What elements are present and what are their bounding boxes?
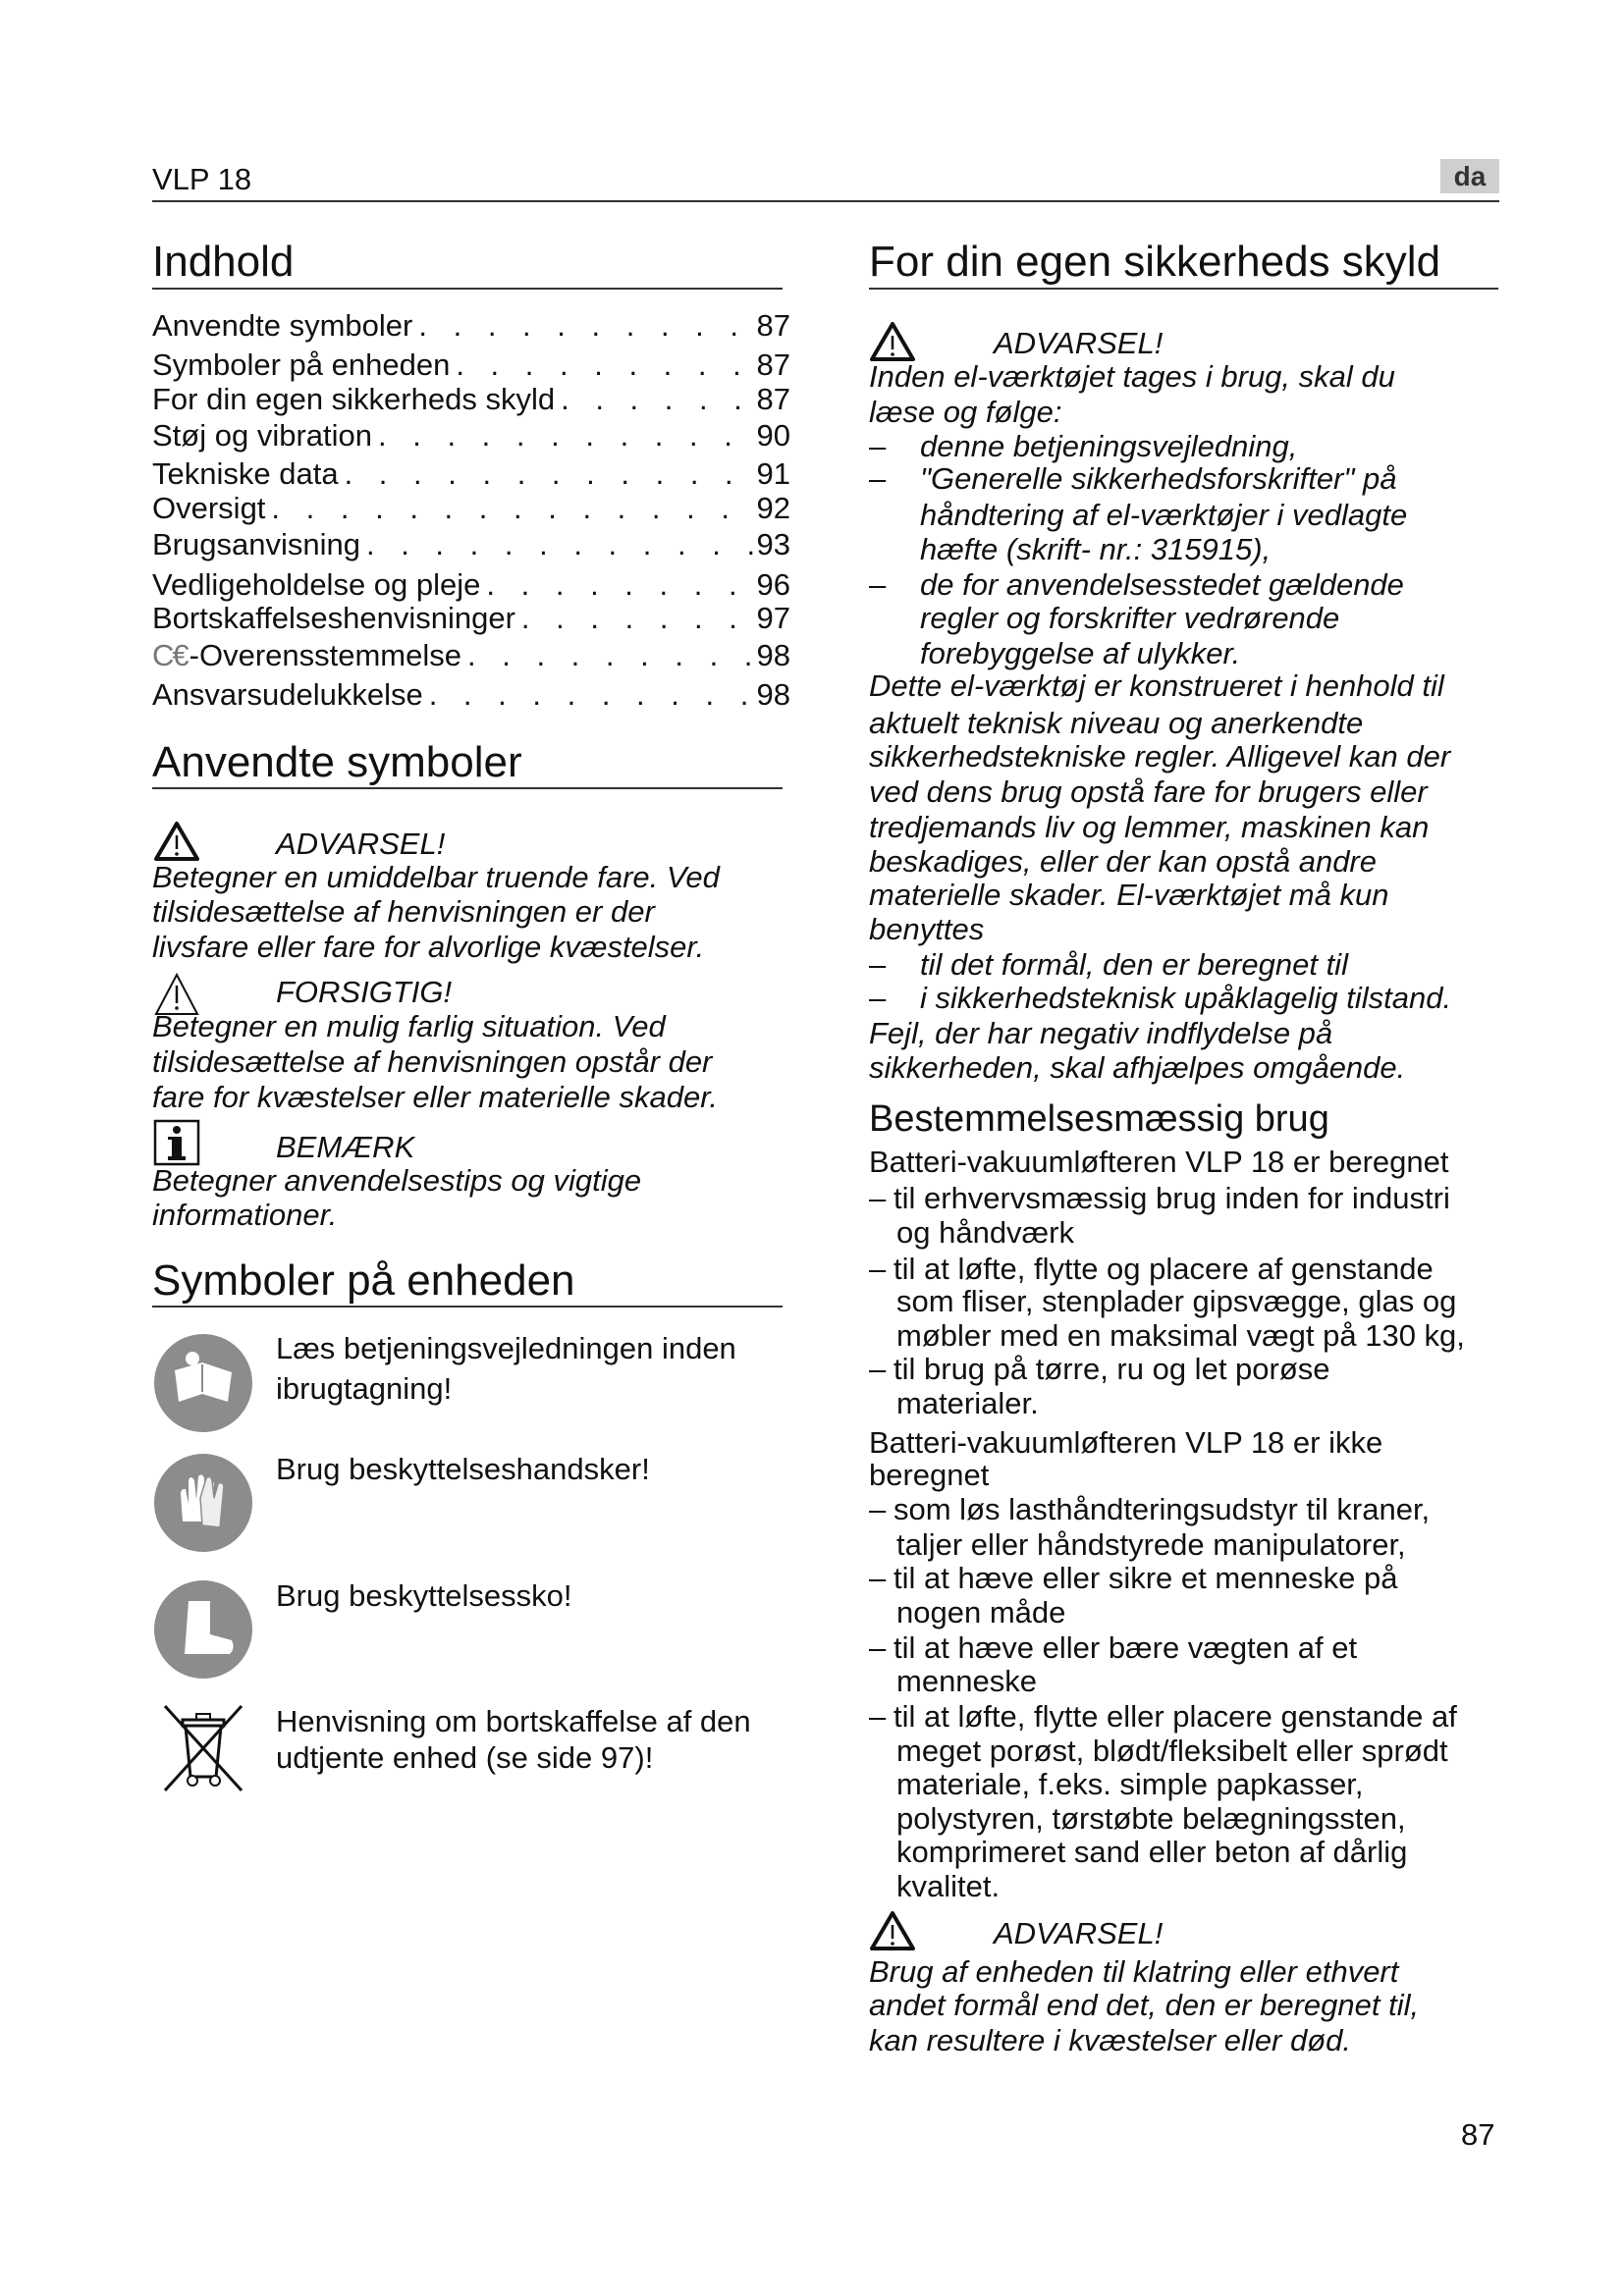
toc-item-label: For din egen sikkerheds skyld: [152, 382, 556, 416]
toc-item[interactable]: [152, 599, 790, 638]
bullet-dash: –: [869, 1492, 887, 1526]
symbols-title: Anvendte symboler: [152, 738, 522, 786]
warning-triangle-icon: [869, 1910, 916, 1951]
caution-description: tilsidesættelse af henvisningen opstår der: [152, 1044, 713, 1079]
not-intended-intro: beregnet: [869, 1458, 990, 1492]
safety-bullet: til det formål, den er beregnet til: [920, 947, 1348, 982]
safety-bullet: "Generelle sikkerhedsforskrifter" på: [920, 461, 1397, 496]
safety-boots-icon: [153, 1579, 253, 1680]
toc-dot-leader: [372, 416, 757, 455]
not-intended-bullet: til at hæve eller bære vægten af et: [893, 1630, 1358, 1665]
not-intended-bullet: til at hæve eller sikre et menneske på: [893, 1561, 1398, 1595]
safety-bullet: denne betjeningsvejledning,: [920, 429, 1298, 463]
warning-label: ADVARSEL!: [276, 827, 446, 861]
bullet-dash: –: [869, 1181, 887, 1215]
crossed-bin-icon: [161, 1700, 245, 1794]
safety-closing: Fejl, der har negativ indflydelse på: [869, 1016, 1333, 1050]
intended-use-bullet: til brug på tørre, ru og let porøse: [893, 1352, 1330, 1386]
warning-description: andet formål end det, den er beregnet til,: [869, 1988, 1420, 2022]
toc-item-label: -Overensstemmelse: [189, 638, 461, 672]
device-symbol-description: Brug beskyttelsessko!: [276, 1578, 572, 1613]
intended-use-title: Bestemmelsesmæssig brug: [869, 1098, 1329, 1140]
safety-body: materielle skader. El-værktøjet må kun: [869, 878, 1389, 912]
safety-body: benyttes: [869, 912, 985, 946]
toc-item-label: Anvendte symboler: [152, 308, 413, 343]
safety-body: sikkerhedstekniske regler. Alligevel kan der: [869, 739, 1451, 774]
toc-item-label: Oversigt: [152, 491, 266, 525]
toc-item-page: 93: [756, 527, 790, 561]
caution-description: fare for kvæstelser eller materielle skader.: [152, 1080, 718, 1114]
intended-use-bullet: materialer.: [896, 1386, 1039, 1420]
safety-underline: [869, 288, 1498, 290]
warning-description: tilsidesættelse af henvisningen er der: [152, 894, 655, 929]
bullet-dash: –: [869, 1352, 887, 1386]
toc-dot-leader: [461, 636, 757, 675]
safety-bullet: forebyggelse af ulykker.: [920, 636, 1241, 670]
not-intended-bullet: nogen måde: [896, 1595, 1066, 1629]
not-intended-bullet: kvalitet.: [896, 1869, 1001, 1903]
page-number: 87: [1461, 2117, 1495, 2152]
safety-title: For din egen sikkerheds skyld: [869, 238, 1441, 286]
toc-item-page: 91: [756, 456, 790, 491]
document-model: VLP 18: [152, 162, 252, 196]
toc-dot-leader: [450, 346, 756, 385]
bullet-dash: –: [869, 1630, 887, 1665]
toc-item-page: 90: [756, 418, 790, 453]
safety-body: Dette el-værktøj er konstrueret i henhold til: [869, 668, 1444, 703]
toc-item-page: 87: [756, 347, 790, 382]
toc-item[interactable]: [152, 346, 790, 385]
toc-dot-leader: [423, 675, 757, 715]
toc-item-label: Brugsanvisning: [152, 527, 360, 561]
intended-use-bullet: og håndværk: [896, 1215, 1074, 1250]
warning-label: ADVARSEL!: [994, 326, 1164, 360]
bullet-dash: –: [869, 947, 887, 982]
warning-description: Brug af enheden til klatring eller ethvert: [869, 1954, 1399, 1989]
toc-item-page: 98: [756, 677, 790, 712]
toc-item[interactable]: [152, 489, 790, 528]
safety-bullet: de for anvendelsesstedet gældende: [920, 567, 1404, 602]
intended-use-bullet: til erhvervsmæssig brug inden for industri: [893, 1181, 1450, 1215]
device-symbol-description: Læs betjeningsvejledningen inden: [276, 1331, 736, 1365]
toc-underline: [152, 288, 783, 290]
bullet-dash: –: [869, 981, 887, 1015]
not-intended-bullet: meget porøst, blødt/fleksibelt eller sprødt: [896, 1734, 1448, 1768]
toc-dot-leader: [412, 306, 756, 346]
device-symbols-underline: [152, 1306, 783, 1308]
read-manual-icon: [153, 1333, 253, 1433]
toc-item-label: Støj og vibration: [152, 418, 372, 453]
toc-item-label: Ansvarsudelukkelse: [152, 677, 423, 712]
note-description: informationer.: [152, 1198, 338, 1232]
safety-bullet: i sikkerhedsteknisk upåklagelig tilstand.: [920, 981, 1452, 1015]
safety-intro: læse og følge:: [869, 395, 1062, 429]
bullet-dash: –: [869, 461, 887, 496]
toc-dot-leader: [339, 454, 757, 494]
safety-body: tredjemands liv og lemmer, maskinen kan: [869, 810, 1430, 844]
symbols-underline: [152, 787, 783, 789]
intended-use-intro: Batteri-vakuumløfteren VLP 18 er beregnet: [869, 1145, 1449, 1179]
intended-use-bullet: møbler med en maksimal vægt på 130 kg,: [896, 1318, 1465, 1353]
safety-body: beskadiges, eller der kan opstå andre: [869, 844, 1377, 879]
warning-triangle-icon: [869, 321, 916, 362]
toc-item-page: 87: [756, 382, 790, 416]
safety-body: aktuelt teknisk niveau og anerkendte: [869, 706, 1364, 740]
note-description: Betegner anvendelsestips og vigtige: [152, 1163, 642, 1198]
language-badge: da: [1440, 159, 1499, 193]
info-icon: [153, 1119, 200, 1166]
toc-item-page: 98: [756, 638, 790, 672]
toc-item-page: 97: [756, 601, 790, 635]
device-symbol-description: Henvisning om bortskaffelse af den: [276, 1704, 751, 1738]
toc-item[interactable]: [152, 306, 790, 346]
not-intended-bullet: som løs lasthåndteringsudstyr til kraner,: [893, 1492, 1431, 1526]
not-intended-bullet: komprimeret sand eller beton af dårlig: [896, 1835, 1408, 1869]
ce-mark-icon: C€: [152, 638, 188, 672]
not-intended-intro: Batteri-vakuumløfteren VLP 18 er ikke: [869, 1425, 1383, 1460]
safety-closing: sikkerheden, skal afhjælpes omgående.: [869, 1050, 1406, 1085]
not-intended-bullet: taljer eller håndstyrede manipulatorer,: [896, 1527, 1406, 1562]
toc-item[interactable]: [152, 416, 790, 455]
safety-body: ved dens brug opstå fare for brugers eller: [869, 774, 1428, 809]
toc-item[interactable]: [152, 636, 790, 675]
safety-intro: Inden el-værktøjet tages i brug, skal du: [869, 359, 1395, 394]
gloves-icon: [153, 1453, 253, 1553]
intended-use-bullet: til at løfte, flytte og placere af genstande: [893, 1252, 1434, 1286]
bullet-dash: –: [869, 1252, 887, 1286]
device-symbol-description: udtjente enhed (se side 97)!: [276, 1740, 654, 1775]
toc-title: Indhold: [152, 238, 295, 286]
toc-dot-leader: [515, 599, 757, 638]
toc-dot-leader: [360, 525, 757, 564]
toc-item[interactable]: [152, 525, 790, 564]
warning-label: ADVARSEL!: [994, 1916, 1164, 1950]
intended-use-bullet: som fliser, stenplader gipsvægge, glas og: [896, 1284, 1457, 1318]
caution-description: Betegner en mulig farlig situation. Ved: [152, 1009, 666, 1043]
toc-item-label: Vedligeholdelse og pleje: [152, 567, 481, 602]
toc-item[interactable]: [152, 380, 790, 419]
safety-bullet: regler og forskrifter vedrørende: [920, 601, 1340, 635]
device-symbol-description: ibrugtagning!: [276, 1371, 453, 1406]
toc-dot-leader: [265, 489, 756, 528]
toc-item[interactable]: [152, 454, 790, 494]
header-rule: [152, 200, 1499, 202]
toc-dot-leader: [555, 380, 756, 419]
warning-description: kan resultere i kvæstelser eller død.: [869, 2023, 1352, 2057]
device-symbols-title: Symboler på enheden: [152, 1256, 575, 1305]
safety-bullet: hæfte (skrift- nr.: 315915),: [920, 532, 1272, 566]
warning-description: Betegner en umiddelbar truende fare. Ved: [152, 860, 720, 894]
toc-item[interactable]: [152, 675, 790, 715]
toc-item-label: Symboler på enheden: [152, 347, 451, 382]
not-intended-bullet: menneske: [896, 1664, 1038, 1698]
toc-item-page: 96: [756, 567, 790, 602]
toc-item-page: 87: [756, 308, 790, 343]
note-label: BEMÆRK: [276, 1130, 415, 1164]
not-intended-bullet: materiale, f.eks. simple papkasser,: [896, 1767, 1364, 1801]
bullet-dash: –: [869, 429, 887, 463]
bullet-dash: –: [869, 1699, 887, 1734]
not-intended-bullet: til at løfte, flytte eller placere genstande af: [893, 1699, 1457, 1734]
not-intended-bullet: polystyren, tørstøbte belægningssten,: [896, 1801, 1406, 1836]
bullet-dash: –: [869, 567, 887, 602]
bullet-dash: –: [869, 1561, 887, 1595]
warning-triangle-icon: [153, 821, 200, 862]
caution-label: FORSIGTIG!: [276, 975, 453, 1009]
toc-item-label: Bortskaffelseshenvisninger: [152, 601, 515, 635]
toc-item-label: Tekniske data: [152, 456, 339, 491]
device-symbol-description: Brug beskyttelseshandsker!: [276, 1452, 650, 1486]
safety-bullet: håndtering af el-værktøjer i vedlagte: [920, 498, 1408, 532]
warning-description: livsfare eller fare for alvorlige kvæstelser.: [152, 930, 705, 964]
toc-item-page: 92: [756, 491, 790, 525]
